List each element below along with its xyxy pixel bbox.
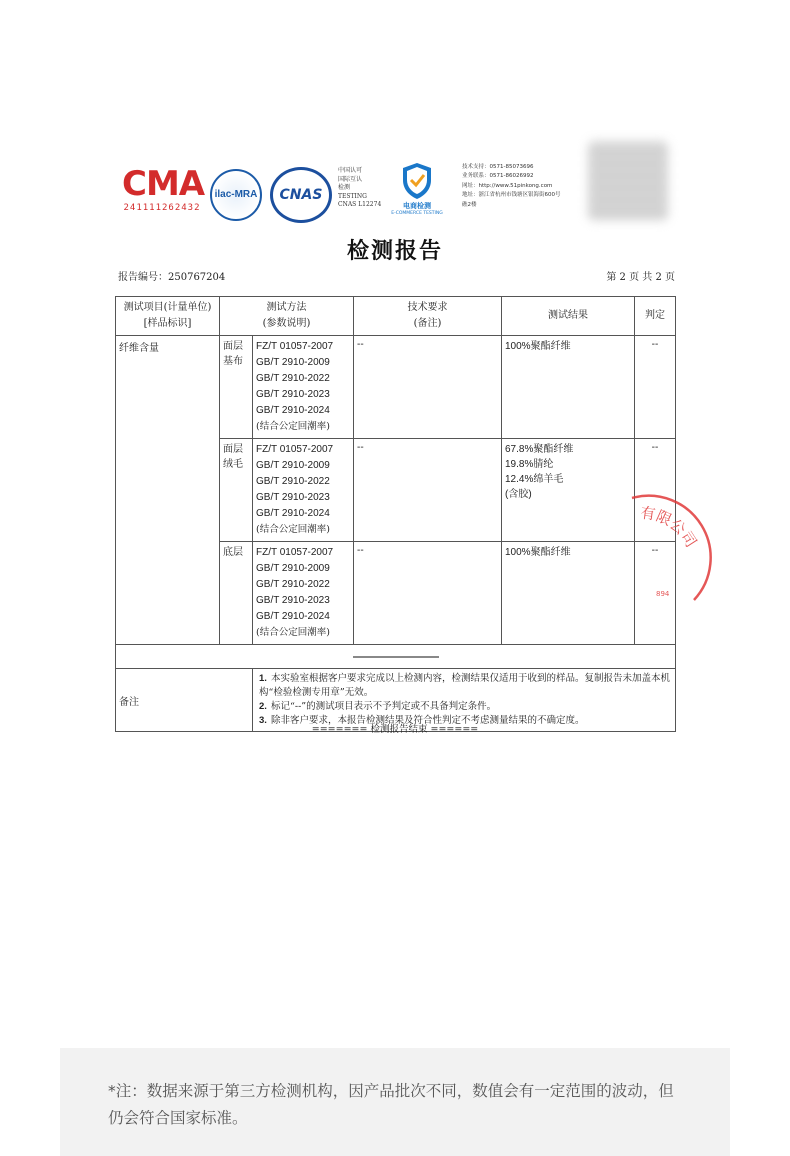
- standard: GB/T 2910-2023: [256, 595, 330, 606]
- method-note: (结合公定回潮率): [256, 524, 330, 535]
- table-header-row: [116, 297, 676, 336]
- remarks-label: 备注: [116, 669, 253, 732]
- ilac-mra-logo: [210, 169, 262, 221]
- report-title: 检测报告: [346, 238, 443, 264]
- header-method-label: 测试方法: [266, 302, 307, 313]
- result-line: 100%聚酯纤维: [505, 547, 571, 558]
- report-number: [118, 268, 225, 283]
- contact-line: 网址：http://www.51pinkong.com: [462, 182, 553, 189]
- standard: GB/T 2910-2024: [256, 611, 330, 622]
- remark-text: 标记“--”的测试项目表示不予判定或不具备判定条件。: [271, 701, 497, 712]
- report-number-label: 报告编号：: [118, 272, 168, 283]
- contact-line: 业务联系：0571-86026992: [462, 173, 534, 180]
- layer-label: 面层基布: [220, 336, 253, 439]
- ilac-label: ilac-MRA: [214, 189, 258, 200]
- page-info: 第 2 页 共 2 页: [606, 272, 675, 283]
- cnas-info-line: TESTING: [338, 192, 367, 200]
- ecommerce-cn: 电商检测: [403, 202, 431, 210]
- method-cell: [253, 336, 354, 439]
- standard: GB/T 2910-2009: [256, 357, 330, 368]
- result-line: 12.4%绵羊毛: [505, 474, 564, 485]
- method-cell: [253, 542, 354, 645]
- seal-code: 894: [656, 590, 670, 598]
- remark-text: 本实验室根据客户要求完成以上检测内容，检测结果仅适用于收到的样品。复制报告未加盖本机构“检验检测专用章”无效。: [259, 673, 671, 698]
- result-line: (含胶): [505, 489, 532, 500]
- footnote-box: [60, 1048, 730, 1156]
- header-requirement: [354, 297, 502, 336]
- standard: GB/T 2910-2022: [256, 579, 330, 590]
- shield-check-icon: [400, 161, 434, 201]
- blurred-qr-code: [588, 141, 668, 221]
- cma-logo: [122, 164, 205, 221]
- standard: FZ/T 01057-2007: [256, 547, 334, 558]
- certification-header: [118, 155, 678, 225]
- remark-number: 1.: [259, 673, 267, 684]
- cnas-label: CNAS: [279, 187, 323, 203]
- standard: GB/T 2910-2009: [256, 563, 330, 574]
- remark-item: [259, 672, 672, 700]
- cnas-info-line: 中国认可: [338, 167, 363, 174]
- contact-line: 地址：浙江省杭州市钱塘区银海街600号: [462, 192, 561, 199]
- standard: GB/T 2910-2024: [256, 508, 330, 519]
- cnas-info-line: 国际互认: [338, 175, 363, 183]
- cnas-logo: [270, 167, 332, 223]
- method-note: (结合公定回潮率): [256, 421, 330, 432]
- standard: FZ/T 01057-2007: [256, 444, 334, 455]
- report-end-marker: ======= 检测报告结束 ======: [311, 724, 479, 735]
- header-requirement-label: 技术要求: [407, 302, 448, 313]
- separator-cell: [116, 645, 676, 669]
- item-name: 纤维含量: [116, 336, 220, 645]
- result-cell: [502, 439, 635, 542]
- layer-label: 底层: [220, 542, 253, 645]
- layer-label: 面层绒毛: [220, 439, 253, 542]
- remark-number: 2.: [259, 701, 267, 712]
- standard: GB/T 2910-2009: [256, 460, 330, 471]
- requirement-cell: --: [354, 336, 502, 439]
- cnas-info-line: CNAS L12274: [338, 201, 382, 208]
- method-cell: [253, 439, 354, 542]
- verdict-cell: --: [635, 336, 676, 439]
- separator-row: [116, 645, 676, 669]
- header-item-sublabel: [样品标识]: [143, 318, 192, 329]
- standard: GB/T 2910-2024: [256, 405, 330, 416]
- cma-number: 241111262432: [123, 203, 201, 213]
- report-number-value: 250767204: [168, 272, 226, 283]
- verdict-cell: --: [635, 439, 676, 542]
- result-line: 67.8%聚酯纤维: [505, 444, 574, 455]
- ecommerce-en: E-COMMERCE TESTING: [391, 211, 443, 216]
- requirement-cell: --: [354, 439, 502, 542]
- contact-line: 技术支持：0571-85073696: [462, 164, 534, 170]
- standard: GB/T 2910-2023: [256, 492, 330, 503]
- result-line: 19.8%腈纶: [505, 459, 554, 470]
- remark-text: 除非客户要求，本报告检测结果及符合性判定不考虑测量结果的不确定度。: [271, 715, 585, 726]
- footnote-text: *注：数据来源于第三方检测机构，因产品批次不同，数值会有一定范围的波动，但仍会符合国家标准。: [108, 1082, 674, 1127]
- requirement-cell: --: [354, 542, 502, 645]
- cma-letters: CMA: [122, 164, 205, 204]
- standard: FZ/T 01057-2007: [256, 341, 334, 352]
- seal-text: 有限公司: [639, 503, 701, 551]
- standard: GB/T 2910-2023: [256, 389, 330, 400]
- header-result: 测试结果: [502, 297, 635, 336]
- result-line: 100%聚酯纤维: [505, 341, 571, 352]
- cnas-info-line: 检测: [338, 184, 351, 191]
- header-item: [116, 297, 220, 336]
- result-cell: [502, 542, 635, 645]
- standard: GB/T 2910-2022: [256, 476, 330, 487]
- test-results-table: [115, 296, 676, 732]
- header-verdict: 判定: [635, 297, 676, 336]
- contact-info: [462, 163, 592, 210]
- contact-line: 礁2楼: [462, 201, 477, 208]
- verdict-cell: --: [635, 542, 676, 645]
- standard: GB/T 2910-2022: [256, 373, 330, 384]
- table-row: [116, 336, 676, 439]
- remark-number: 3.: [259, 715, 267, 726]
- header-item-label: 测试项目(计量单位): [123, 302, 212, 313]
- header-requirement-sublabel: (备注): [413, 318, 442, 329]
- header-method: [220, 297, 354, 336]
- header-method-sublabel: (参数说明): [262, 318, 311, 329]
- remark-item: [259, 700, 672, 714]
- ecommerce-testing-logo: [390, 161, 444, 223]
- method-note: (结合公定回潮率): [256, 627, 330, 638]
- result-cell: [502, 336, 635, 439]
- cnas-info: [338, 167, 381, 210]
- separator-line: [353, 656, 439, 658]
